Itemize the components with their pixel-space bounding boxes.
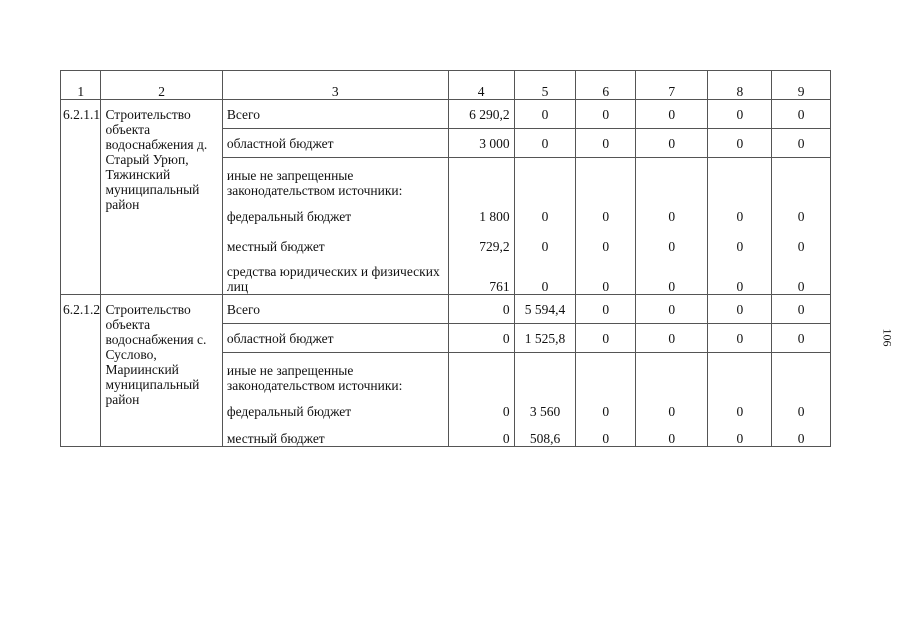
value-cell: 0 — [708, 254, 772, 295]
header-cell: 4 — [448, 71, 514, 100]
value-cell — [636, 353, 708, 394]
value-cell: 508,6 — [514, 419, 576, 447]
value-cell: 0 — [708, 393, 772, 419]
budget-table — [60, 70, 831, 447]
value-cell — [514, 158, 576, 199]
item-name: Строительство объекта водоснабжения д. Старый Урюп, Тяжинский муниципальный район — [101, 100, 222, 295]
value-cell — [772, 353, 831, 394]
value-cell: 0 — [576, 129, 636, 158]
value-cell: 0 — [514, 100, 576, 129]
value-cell: 3 000 — [448, 129, 514, 158]
value-cell: 0 — [772, 295, 831, 324]
item-code: 6.2.1.2 — [61, 295, 101, 447]
value-cell — [576, 158, 636, 199]
item-code: 6.2.1.1 — [61, 100, 101, 295]
value-cell: 0 — [772, 198, 831, 224]
source-label: федеральный бюджет — [222, 393, 448, 419]
value-cell: 0 — [708, 224, 772, 254]
value-cell: 0 — [636, 129, 708, 158]
value-cell: 761 — [448, 254, 514, 295]
header-cell: 9 — [772, 71, 831, 100]
value-cell: 0 — [576, 393, 636, 419]
value-cell: 0 — [576, 100, 636, 129]
value-cell: 0 — [636, 254, 708, 295]
value-cell: 0 — [636, 324, 708, 353]
value-cell: 0 — [772, 100, 831, 129]
value-cell: 0 — [448, 393, 514, 419]
header-cell: 8 — [708, 71, 772, 100]
value-cell — [576, 353, 636, 394]
page-number: 106 — [880, 328, 895, 347]
value-cell — [514, 353, 576, 394]
value-cell — [636, 158, 708, 199]
value-cell: 0 — [514, 198, 576, 224]
value-cell: 0 — [576, 419, 636, 447]
value-cell: 1 800 — [448, 198, 514, 224]
header-row — [61, 71, 831, 100]
value-cell: 0 — [708, 419, 772, 447]
value-cell: 0 — [708, 198, 772, 224]
value-cell: 0 — [772, 324, 831, 353]
value-cell: 0 — [514, 224, 576, 254]
value-cell: 0 — [576, 224, 636, 254]
value-cell: 0 — [636, 295, 708, 324]
source-label: местный бюджет — [222, 224, 448, 254]
value-cell: 0 — [514, 254, 576, 295]
value-cell: 0 — [636, 198, 708, 224]
value-cell: 6 290,2 — [448, 100, 514, 129]
value-cell: 0 — [708, 129, 772, 158]
source-label: Всего — [222, 295, 448, 324]
header-cell: 3 — [222, 71, 448, 100]
source-label: местный бюджет — [222, 419, 448, 447]
source-label: Всего — [222, 100, 448, 129]
value-cell: 0 — [576, 254, 636, 295]
value-cell: 0 — [772, 393, 831, 419]
value-cell — [708, 353, 772, 394]
value-cell: 0 — [636, 100, 708, 129]
value-cell: 0 — [708, 324, 772, 353]
value-cell: 0 — [708, 295, 772, 324]
value-cell — [448, 353, 514, 394]
table-row — [61, 100, 831, 129]
source-label: областной бюджет — [222, 129, 448, 158]
value-cell — [772, 158, 831, 199]
value-cell: 0 — [636, 393, 708, 419]
value-cell: 0 — [636, 419, 708, 447]
source-label: иные не запрещенные законодательством источники: — [222, 158, 448, 199]
value-cell: 0 — [448, 419, 514, 447]
value-cell: 0 — [708, 100, 772, 129]
source-label: федеральный бюджет — [222, 198, 448, 224]
value-cell: 0 — [576, 324, 636, 353]
value-cell: 0 — [772, 224, 831, 254]
source-label: иные не запрещенные законодательством источники: — [222, 353, 448, 394]
value-cell: 0 — [772, 254, 831, 295]
value-cell: 0 — [448, 295, 514, 324]
value-cell: 0 — [772, 129, 831, 158]
value-cell: 5 594,4 — [514, 295, 576, 324]
header-cell: 7 — [636, 71, 708, 100]
source-label: областной бюджет — [222, 324, 448, 353]
header-cell: 6 — [576, 71, 636, 100]
item-name: Строительство объекта водоснабжения с. Суслово, Мариинский муниципальный район — [101, 295, 222, 447]
header-cell: 5 — [514, 71, 576, 100]
value-cell: 0 — [772, 419, 831, 447]
value-cell: 0 — [448, 324, 514, 353]
value-cell: 0 — [636, 224, 708, 254]
value-cell: 1 525,8 — [514, 324, 576, 353]
value-cell — [448, 158, 514, 199]
value-cell: 3 560 — [514, 393, 576, 419]
value-cell: 0 — [576, 198, 636, 224]
source-label: средства юридических и физических лиц — [222, 254, 448, 295]
header-cell: 2 — [101, 71, 222, 100]
value-cell: 0 — [576, 295, 636, 324]
value-cell: 729,2 — [448, 224, 514, 254]
header-cell: 1 — [61, 71, 101, 100]
table-row — [61, 295, 831, 324]
value-cell — [708, 158, 772, 199]
value-cell: 0 — [514, 129, 576, 158]
